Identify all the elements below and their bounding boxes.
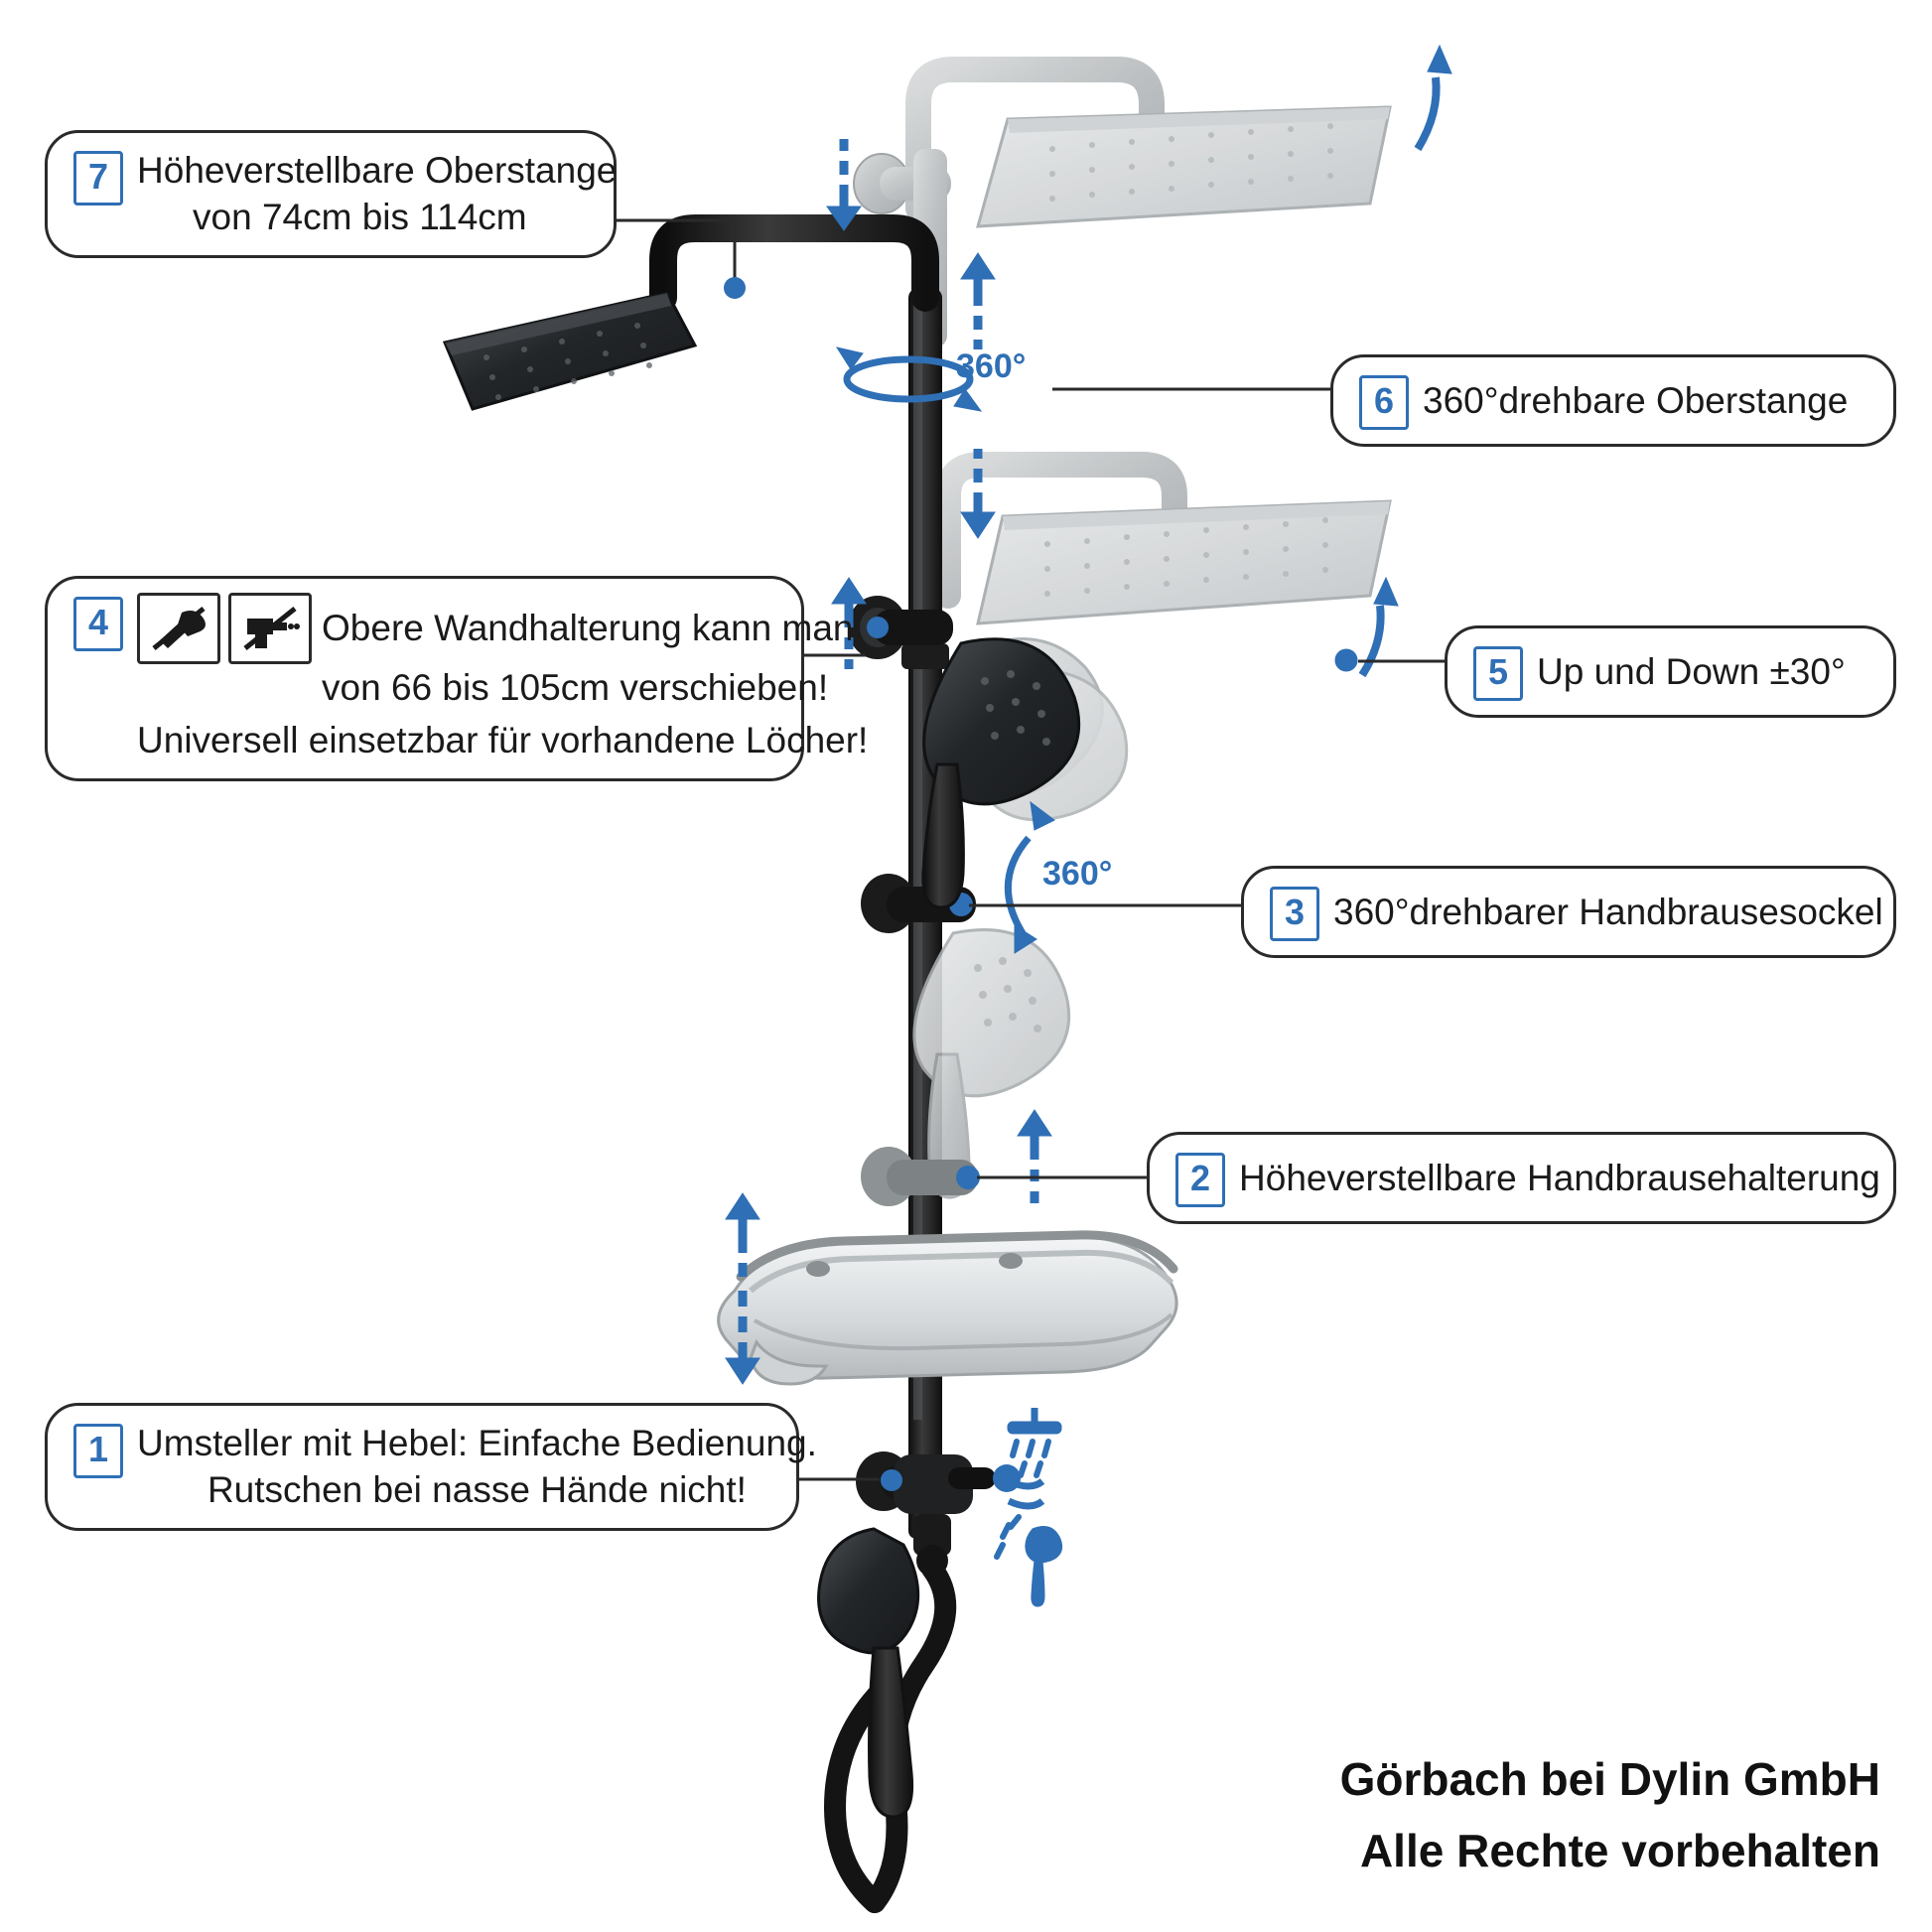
callout-7-line-2: von 74cm bis 114cm	[193, 197, 527, 238]
rotation-label-top-bar: 360°	[956, 347, 1027, 385]
callout-text-6	[1423, 377, 1867, 424]
callout-1-line-1: Umsteller mit Hebel: Einfache Bedienung.	[137, 1423, 817, 1463]
callout-3-line-1: 360°drehbarer Handbrausesockel	[1333, 891, 1883, 932]
callout-6-line-1: 360°drehbare Oberstange	[1423, 379, 1849, 421]
callout-number-4: 4	[73, 597, 123, 651]
callout-4[interactable]	[45, 576, 869, 781]
callout-7-line-1: Höheverstellbare Oberstange	[137, 150, 618, 191]
callout-2-line-1: Höheverstellbare Handbrausehalterung	[1239, 1157, 1880, 1198]
no-hammer-icon	[137, 593, 220, 664]
callout-text-4	[137, 593, 868, 764]
arc-arrow-top-head	[1418, 77, 1437, 149]
hand-shower-icon	[997, 1517, 1062, 1606]
callout-1[interactable]	[45, 1403, 817, 1531]
callout-5-line-1: Up und Down ±30°	[1537, 650, 1846, 692]
no-drill-icon	[228, 593, 312, 664]
rotation-indicator-hand	[1008, 838, 1029, 933]
no-drill-icon-group	[137, 593, 312, 664]
callout-number-6: 6	[1359, 375, 1409, 430]
callout-number-3: 3	[1270, 887, 1319, 941]
callout-4-line-2: von 66 bis 105cm verschieben!	[322, 667, 829, 708]
shower-shelf	[719, 1235, 1176, 1384]
footer-rights: Alle Rechte vorbehalten	[1359, 1824, 1880, 1876]
callout-number-1: 1	[73, 1424, 123, 1478]
ghost-top-shower-lower	[948, 465, 1390, 623]
callout-text-5	[1537, 648, 1867, 695]
callout-text-1	[137, 1420, 817, 1514]
rotation-label-hand-shower: 360°	[1042, 855, 1113, 893]
callout-text-2	[1239, 1155, 1880, 1201]
diverter-mode-icons	[997, 1408, 1062, 1606]
callout-number-7: 7	[73, 151, 123, 206]
arrow-top-bar-up	[961, 253, 995, 349]
switch-arc-icon	[1009, 1481, 1042, 1506]
callout-7[interactable]	[45, 130, 617, 258]
arc-arrow-mid-head	[1362, 606, 1381, 675]
callout-2[interactable]	[1147, 1132, 1896, 1224]
arrow-holder-up	[1018, 1110, 1051, 1203]
callout-text-7	[137, 147, 617, 241]
callout-number-2: 2	[1175, 1153, 1225, 1207]
callout-4-line-3: Universell einsetzbar für vorhandene Löcher!	[137, 720, 869, 761]
callout-4-line-1: Obere Wandhalterung kann man	[322, 608, 854, 649]
rain-shower-icon	[1008, 1408, 1061, 1475]
callout-5[interactable]	[1445, 625, 1896, 718]
footer-company: Görbach bei Dylin GmbH	[1339, 1753, 1880, 1806]
callout-number-5: 5	[1473, 646, 1523, 701]
callout-3[interactable]	[1241, 866, 1896, 958]
callout-1-line-2: Rutschen bei nasse Hände nicht!	[207, 1469, 747, 1511]
callout-6[interactable]	[1330, 354, 1896, 447]
copyright-footer	[1340, 1744, 1880, 1886]
callout-text-3	[1333, 889, 1883, 935]
